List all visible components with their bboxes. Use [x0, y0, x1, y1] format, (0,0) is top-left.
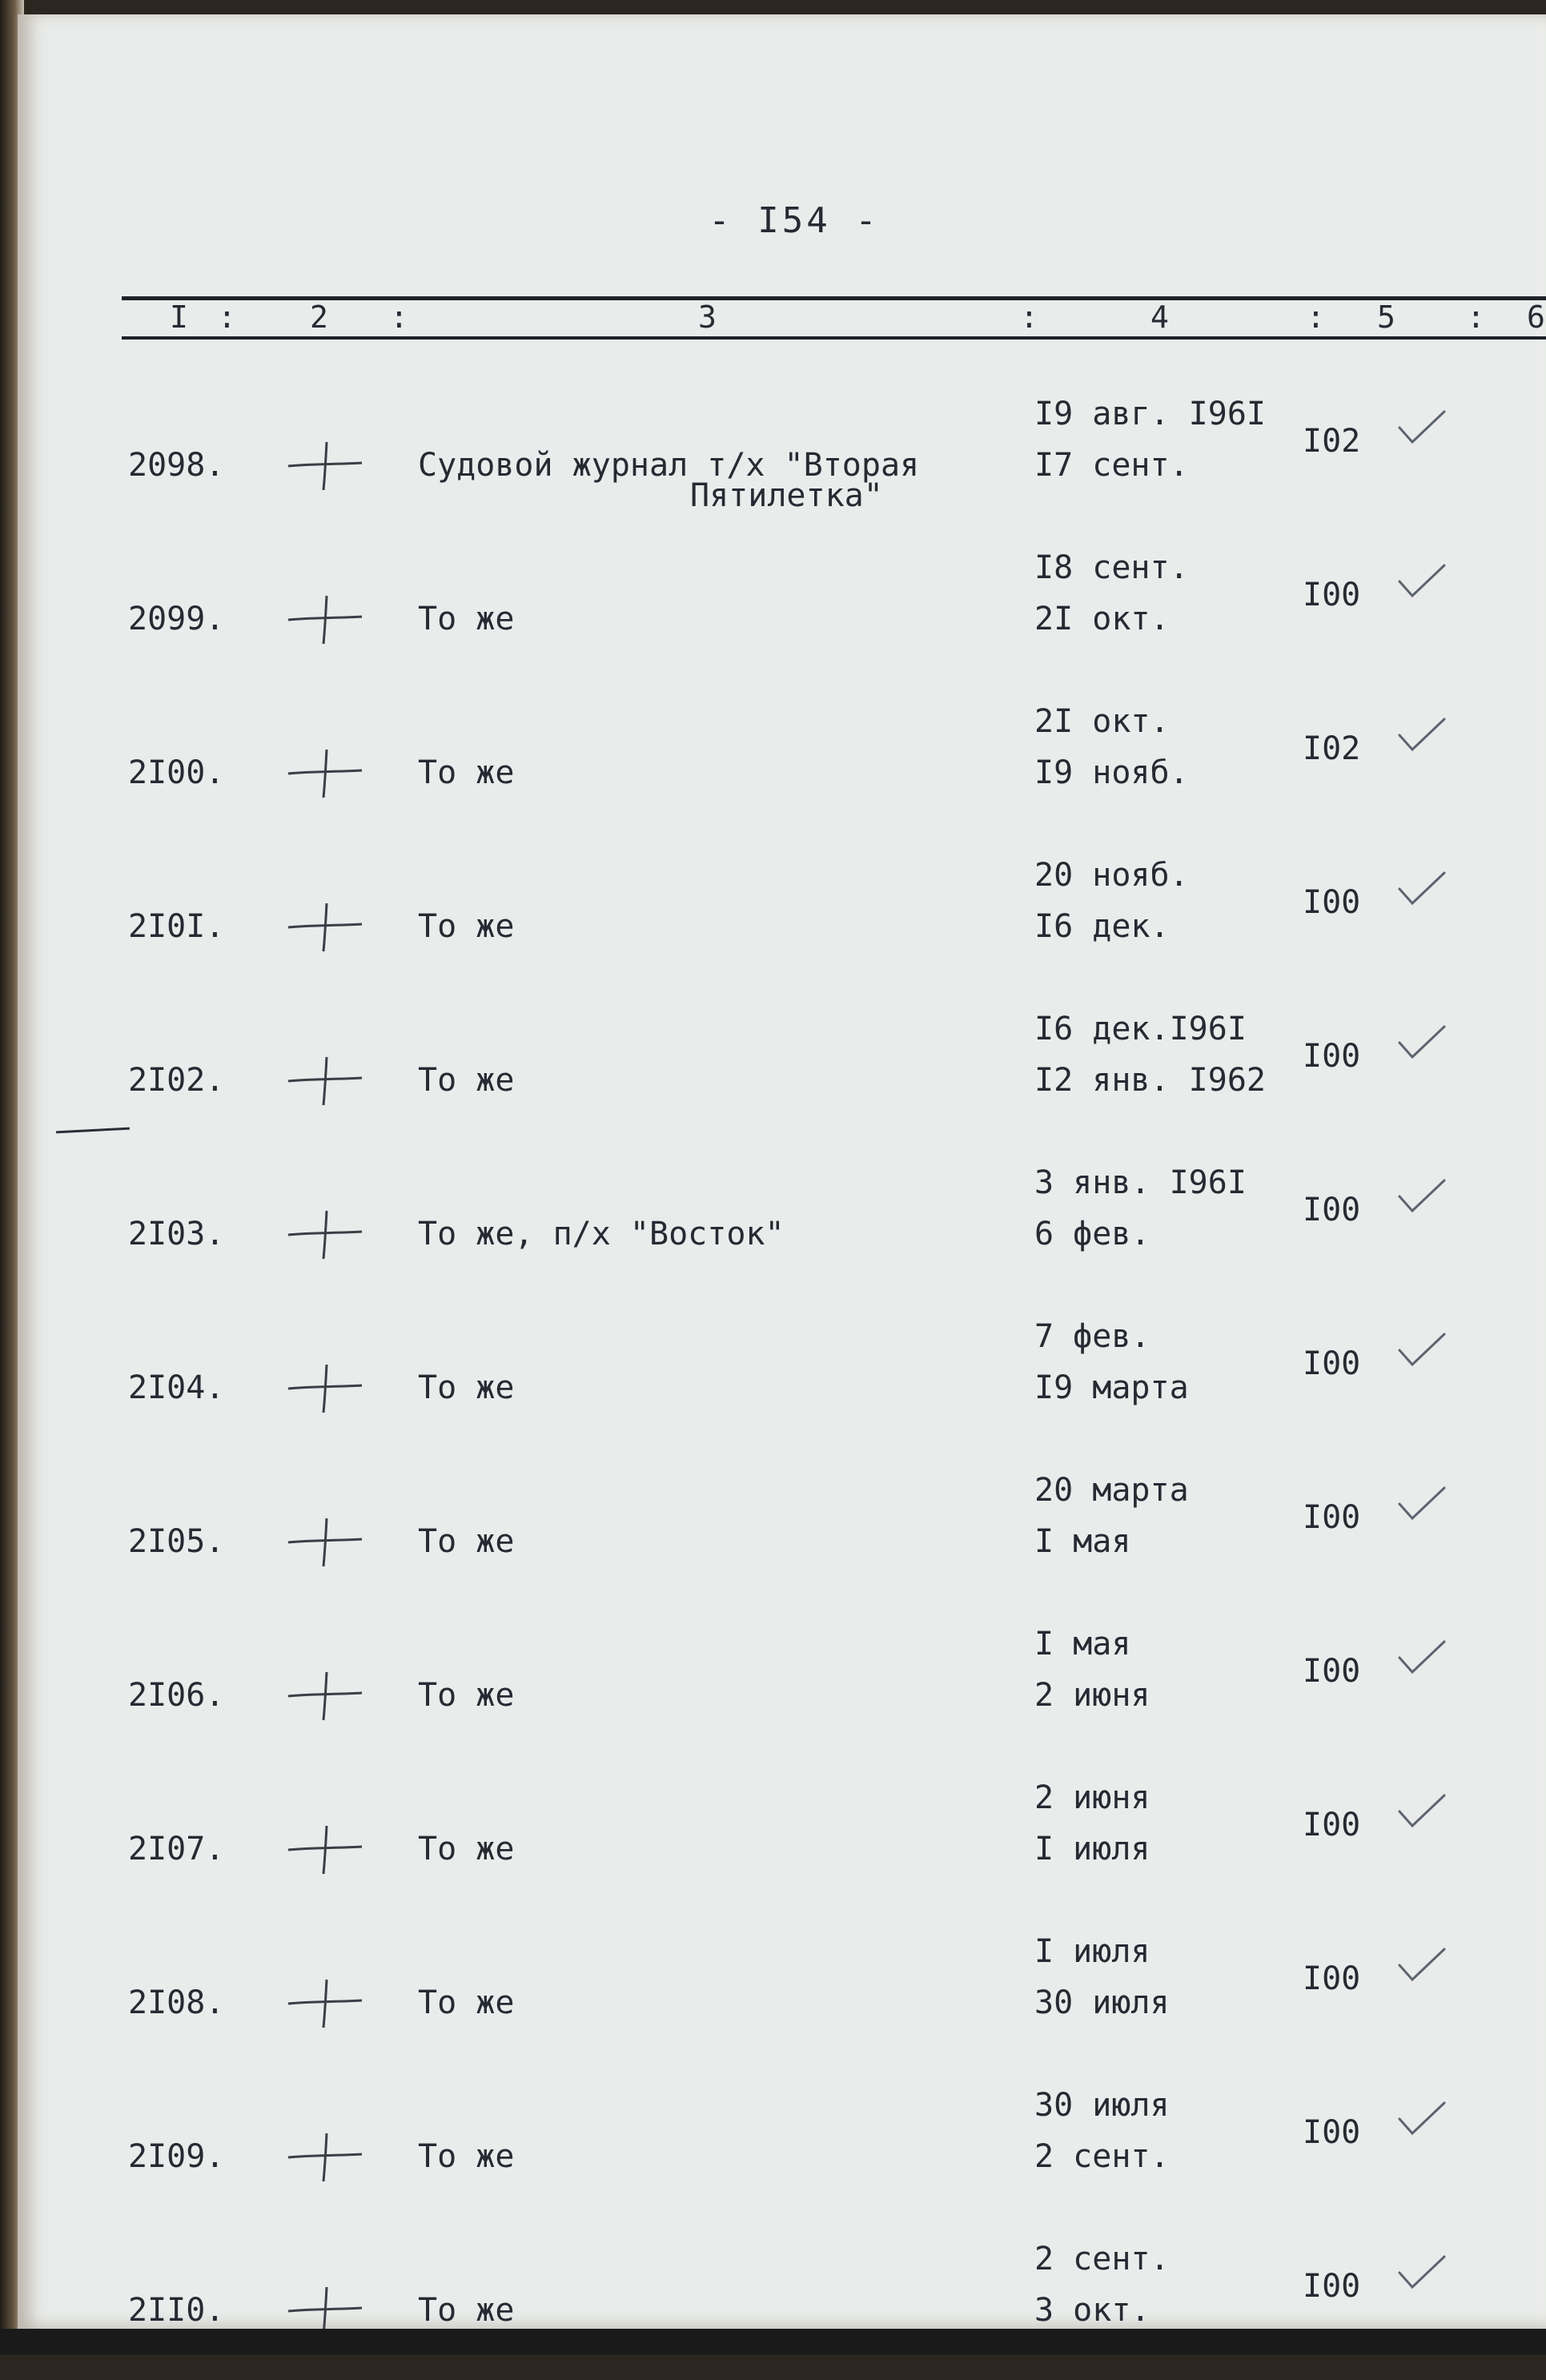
row-description: Судовой журнал т/х "Вторая [418, 447, 920, 484]
row-number: 2I02. [128, 1062, 225, 1099]
row-date-end: I2 янв. I962 [1034, 1062, 1266, 1099]
checkmark-icon [1395, 1174, 1451, 1222]
row-number: 2I0I. [128, 908, 225, 945]
checkmark-icon [1395, 866, 1451, 915]
row-number: 2I03. [128, 1216, 225, 1252]
row-date-end: I7 сент. [1034, 447, 1189, 484]
row-description: То же [418, 1523, 515, 1560]
row-date-end: 2 июня [1034, 1677, 1150, 1714]
row-sheet-count: I00 [1303, 884, 1361, 921]
row-sheet-count: I00 [1303, 1499, 1361, 1536]
row-date-end: 2 сент. [1034, 2138, 1170, 2175]
row-sheet-count: I00 [1303, 2114, 1361, 2151]
table-row [18, 842, 1546, 996]
row-date-start: 7 фев. [1034, 1318, 1150, 1355]
row-sheet-count: I00 [1303, 2268, 1361, 2305]
row-date-start: I8 сент. [1034, 549, 1189, 586]
table-row [18, 2226, 1546, 2380]
header-bottom-rule [122, 336, 1546, 340]
row-date-start: 20 нояб. [1034, 857, 1189, 894]
row-description: То же [418, 1677, 515, 1714]
page-number: - I54 - [709, 200, 880, 241]
row-sheet-count: I02 [1303, 730, 1361, 767]
row-description: То же [418, 2292, 515, 2329]
checkmark-icon [1395, 405, 1451, 453]
row-sheet-count: I00 [1303, 1960, 1361, 1997]
row-description: То же [418, 754, 515, 791]
row-number: 2I00. [128, 754, 225, 791]
column-header-4: 4 [1150, 300, 1169, 335]
row-number: 2I04. [128, 1369, 225, 1406]
checkmark-icon [1395, 1020, 1451, 1068]
cross-mark-icon [282, 437, 370, 493]
row-sheet-count: I00 [1303, 1807, 1361, 1843]
checkmark-icon [1395, 1789, 1451, 1837]
table-row [18, 535, 1546, 689]
column-header-1: I [170, 300, 188, 335]
row-date-start: I6 дек.I96I [1034, 1011, 1247, 1047]
row-date-start: 20 марта [1034, 1472, 1189, 1509]
row-number: 2I05. [128, 1523, 225, 1560]
row-date-start: 30 июля [1034, 2087, 1170, 2124]
row-number: 2I08. [128, 1984, 225, 2021]
table-row [18, 381, 1546, 535]
table-row [18, 1765, 1546, 1919]
row-description: То же [418, 601, 515, 637]
row-number: 2II0. [128, 2292, 225, 2329]
checkmark-icon [1395, 1943, 1451, 1991]
column-header-2: 2 [310, 300, 328, 335]
row-date-end: 2I окт. [1034, 601, 1170, 637]
row-date-end: I9 марта [1034, 1369, 1189, 1406]
checkmark-icon [1395, 559, 1451, 607]
table-row [18, 1611, 1546, 1765]
row-description: То же [418, 908, 515, 945]
row-number: 2I06. [128, 1677, 225, 1714]
column-header-3: 3 [698, 300, 717, 335]
row-date-end: 3 окт. [1034, 2292, 1150, 2329]
row-sheet-count: I00 [1303, 1653, 1361, 1690]
table-row [18, 689, 1546, 842]
row-date-end: I июля [1034, 1831, 1150, 1867]
row-date-end: 30 июля [1034, 1984, 1170, 2021]
table-row [18, 2072, 1546, 2226]
row-sheet-count: I00 [1303, 577, 1361, 613]
row-description: То же [418, 1369, 515, 1406]
cross-mark-icon [282, 591, 370, 647]
row-description: То же [418, 2138, 515, 2175]
checkmark-icon [1395, 713, 1451, 761]
row-date-end: I мая [1034, 1523, 1131, 1560]
scan-bottom-edge [0, 2329, 1546, 2354]
row-number: 2I07. [128, 1831, 225, 1867]
row-description: То же [418, 1984, 515, 2021]
checkmark-icon [1395, 2250, 1451, 2298]
row-date-start: I июля [1034, 1933, 1150, 1970]
column-headers: I : 2 : 3 : 4 : 5 : 6 [170, 300, 1545, 335]
table-row [18, 1150, 1546, 1304]
checkmark-icon [1395, 1481, 1451, 1530]
checkmark-icon [1395, 1635, 1451, 1683]
column-header-6: 6 [1527, 300, 1545, 335]
checkmark-icon [1395, 2097, 1451, 2145]
cross-mark-icon [282, 899, 370, 955]
row-description-continued: Пятилетка" [690, 477, 883, 514]
document-page [18, 14, 1546, 2329]
cross-mark-icon [282, 1821, 370, 1877]
row-date-start: 2 сент. [1034, 2241, 1170, 2277]
row-sheet-count: I00 [1303, 1038, 1361, 1075]
cross-mark-icon [282, 1206, 370, 1262]
cross-mark-icon [282, 1975, 370, 2031]
row-description: То же [418, 1831, 515, 1867]
row-date-end: I6 дек. [1034, 908, 1170, 945]
cross-mark-icon [282, 745, 370, 801]
cross-mark-icon [282, 1052, 370, 1108]
row-date-start: 3 янв. I96I [1034, 1164, 1247, 1201]
row-description: То же [418, 1062, 515, 1099]
cross-mark-icon [282, 1360, 370, 1416]
table-row [18, 1457, 1546, 1611]
row-description: То же, п/х "Восток" [418, 1216, 785, 1252]
row-number: 2098. [128, 447, 225, 484]
cross-mark-icon [282, 1667, 370, 1723]
row-date-start: I мая [1034, 1626, 1131, 1662]
cross-mark-icon [282, 1514, 370, 1570]
row-sheet-count: I02 [1303, 423, 1361, 460]
table-row [18, 996, 1546, 1150]
checkmark-icon [1395, 1328, 1451, 1376]
cross-mark-icon [282, 2129, 370, 2185]
row-date-start: I9 авг. I96I [1034, 396, 1266, 432]
row-number: 2I09. [128, 2138, 225, 2175]
table-row [18, 1304, 1546, 1457]
row-date-end: 6 фев. [1034, 1216, 1150, 1252]
row-sheet-count: I00 [1303, 1345, 1361, 1382]
column-header-5: 5 [1377, 300, 1395, 335]
row-sheet-count: I00 [1303, 1192, 1361, 1228]
row-date-start: 2 июня [1034, 1779, 1150, 1816]
row-number: 2099. [128, 601, 225, 637]
row-date-end: I9 нояб. [1034, 754, 1189, 791]
row-date-start: 2I окт. [1034, 703, 1170, 740]
table-row [18, 1919, 1546, 2072]
